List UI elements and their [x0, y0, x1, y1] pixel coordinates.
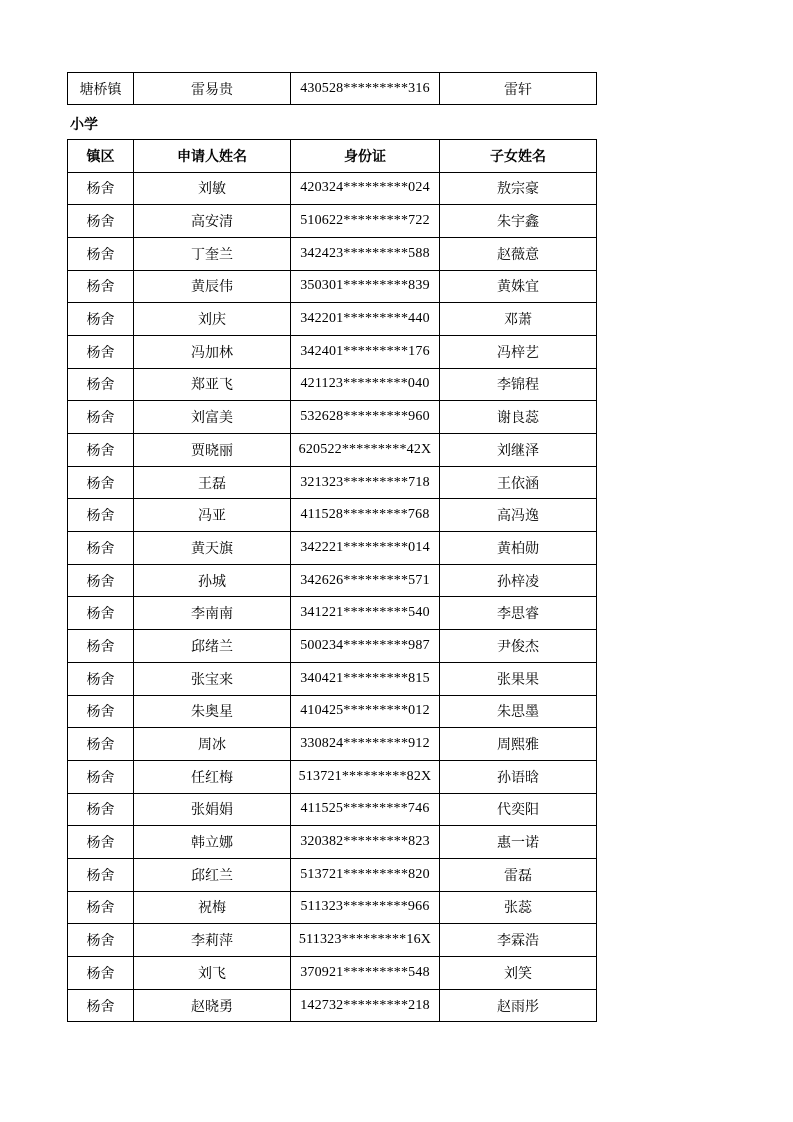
- town-cell: 杨舍: [68, 172, 134, 205]
- applicant-cell: 贾晓丽: [134, 434, 291, 467]
- table-row: [68, 499, 597, 532]
- id-cell: 410425*********012: [291, 695, 440, 728]
- town-cell: 杨舍: [68, 891, 134, 924]
- child-cell: 敖宗豪: [440, 172, 597, 205]
- town-cell: 杨舍: [68, 434, 134, 467]
- applicant-cell: 朱奥星: [134, 695, 291, 728]
- header-id: 身份证: [291, 140, 440, 173]
- id-cell: 321323*********718: [291, 466, 440, 499]
- child-cell: 黄姝宜: [440, 270, 597, 303]
- applicant-cell: 邱绪兰: [134, 630, 291, 663]
- applicant-cell: 李莉萍: [134, 924, 291, 957]
- child-cell: 刘继泽: [440, 434, 597, 467]
- applicant-cell: 刘敏: [134, 172, 291, 205]
- applicant-cell: 张宝来: [134, 662, 291, 695]
- applicant-cell: 黄辰伟: [134, 270, 291, 303]
- section-title: 小学: [70, 117, 98, 133]
- table-row: [68, 564, 597, 597]
- child-cell: 谢良蕊: [440, 401, 597, 434]
- applicant-cell: 黄天旗: [134, 532, 291, 565]
- id-cell: 420324*********024: [291, 172, 440, 205]
- header-applicant: 申请人姓名: [134, 140, 291, 173]
- primary-school-table: [67, 139, 597, 1022]
- table-row: [68, 466, 597, 499]
- table-row: [68, 630, 597, 663]
- town-cell: 杨舍: [68, 466, 134, 499]
- table-body: [68, 172, 597, 1022]
- town-cell: 杨舍: [68, 793, 134, 826]
- child-cell: 邓萧: [440, 303, 597, 336]
- id-cell: 620522*********42X: [291, 434, 440, 467]
- table-row: [68, 760, 597, 793]
- town-cell: 杨舍: [68, 924, 134, 957]
- child-cell: 朱思墨: [440, 695, 597, 728]
- child-cell: 惠一诺: [440, 826, 597, 859]
- child-cell: 孙梓凌: [440, 564, 597, 597]
- child-cell: 王依涵: [440, 466, 597, 499]
- town-cell: 杨舍: [68, 760, 134, 793]
- applicant-cell: 张娟娟: [134, 793, 291, 826]
- applicant-cell: 孙城: [134, 564, 291, 597]
- applicant-cell: 刘庆: [134, 303, 291, 336]
- id-cell: 370921*********548: [291, 957, 440, 990]
- table-row: [68, 303, 597, 336]
- child-cell: 李霖浩: [440, 924, 597, 957]
- table-row: [68, 401, 597, 434]
- child-cell: 张果果: [440, 662, 597, 695]
- town-cell: 杨舍: [68, 695, 134, 728]
- table-row: [68, 793, 597, 826]
- applicant-cell: 祝梅: [134, 891, 291, 924]
- child-cell: 李思睿: [440, 597, 597, 630]
- town-cell: 杨舍: [68, 368, 134, 401]
- applicant-cell: 刘富美: [134, 401, 291, 434]
- child-cell: 雷磊: [440, 858, 597, 891]
- header-town: 镇区: [68, 140, 134, 173]
- town-cell: 塘桥镇: [68, 73, 134, 105]
- id-cell: 510622*********722: [291, 205, 440, 238]
- child-cell: 刘笑: [440, 957, 597, 990]
- id-cell: 511323*********966: [291, 891, 440, 924]
- applicant-cell: 高安清: [134, 205, 291, 238]
- applicant-cell: 王磊: [134, 466, 291, 499]
- town-cell: 杨舍: [68, 989, 134, 1022]
- applicant-cell: 李南南: [134, 597, 291, 630]
- town-cell: 杨舍: [68, 662, 134, 695]
- id-cell: 342423*********588: [291, 237, 440, 270]
- town-cell: 杨舍: [68, 401, 134, 434]
- child-cell: 张蕊: [440, 891, 597, 924]
- applicant-cell: 冯亚: [134, 499, 291, 532]
- child-cell: 孙语晗: [440, 760, 597, 793]
- child-cell: 冯梓艺: [440, 335, 597, 368]
- table-row: [68, 662, 597, 695]
- id-cell: 511323*********16X: [291, 924, 440, 957]
- id-cell: 342626*********571: [291, 564, 440, 597]
- table-row: [68, 172, 597, 205]
- applicant-cell: 韩立娜: [134, 826, 291, 859]
- table-row: [68, 924, 597, 957]
- child-cell: 周熙雅: [440, 728, 597, 761]
- table-row: [68, 695, 597, 728]
- child-cell: 黄柏勋: [440, 532, 597, 565]
- table-row: [68, 891, 597, 924]
- applicant-cell: 周冰: [134, 728, 291, 761]
- child-cell: 尹俊杰: [440, 630, 597, 663]
- top-table: [67, 72, 597, 105]
- table-row: [68, 270, 597, 303]
- id-cell: 142732*********218: [291, 989, 440, 1022]
- id-cell: 532628*********960: [291, 401, 440, 434]
- town-cell: 杨舍: [68, 564, 134, 597]
- child-cell: 代奕阳: [440, 793, 597, 826]
- applicant-cell: 雷易贵: [134, 73, 291, 105]
- id-cell: 341221*********540: [291, 597, 440, 630]
- id-cell: 411528*********768: [291, 499, 440, 532]
- child-cell: 李锦程: [440, 368, 597, 401]
- child-cell: 赵薇意: [440, 237, 597, 270]
- id-cell: 320382*********823: [291, 826, 440, 859]
- table-row: [68, 335, 597, 368]
- id-cell: 500234*********987: [291, 630, 440, 663]
- town-cell: 杨舍: [68, 597, 134, 630]
- table-row: [68, 434, 597, 467]
- town-cell: 杨舍: [68, 858, 134, 891]
- table-row: [68, 728, 597, 761]
- table-row: [68, 826, 597, 859]
- table-row: [68, 989, 597, 1022]
- applicant-cell: 郑亚飞: [134, 368, 291, 401]
- applicant-cell: 任红梅: [134, 760, 291, 793]
- table-row: [68, 368, 597, 401]
- id-cell: 342401*********176: [291, 335, 440, 368]
- id-cell: 513721*********82X: [291, 760, 440, 793]
- id-cell: 350301*********839: [291, 270, 440, 303]
- table-row: [68, 957, 597, 990]
- table-row: [68, 237, 597, 270]
- town-cell: 杨舍: [68, 499, 134, 532]
- header-child: 子女姓名: [440, 140, 597, 173]
- id-cell: 342221*********014: [291, 532, 440, 565]
- applicant-cell: 丁奎兰: [134, 237, 291, 270]
- child-cell: 赵雨彤: [440, 989, 597, 1022]
- applicant-cell: 邱红兰: [134, 858, 291, 891]
- town-cell: 杨舍: [68, 957, 134, 990]
- town-cell: 杨舍: [68, 728, 134, 761]
- table-row: [68, 597, 597, 630]
- table-row: [68, 858, 597, 891]
- id-cell: 342201*********440: [291, 303, 440, 336]
- table-row: [68, 205, 597, 238]
- id-cell: 330824*********912: [291, 728, 440, 761]
- table-row: [68, 532, 597, 565]
- town-cell: 杨舍: [68, 205, 134, 238]
- town-cell: 杨舍: [68, 826, 134, 859]
- id-cell: 340421*********815: [291, 662, 440, 695]
- child-cell: 高冯逸: [440, 499, 597, 532]
- id-cell: 421123*********040: [291, 368, 440, 401]
- town-cell: 杨舍: [68, 335, 134, 368]
- id-cell: 411525*********746: [291, 793, 440, 826]
- town-cell: 杨舍: [68, 270, 134, 303]
- header-row: [68, 140, 597, 173]
- child-cell: 朱宇鑫: [440, 205, 597, 238]
- table-row: [68, 73, 597, 105]
- applicant-cell: 赵晓勇: [134, 989, 291, 1022]
- applicant-cell: 冯加林: [134, 335, 291, 368]
- applicant-cell: 刘飞: [134, 957, 291, 990]
- town-cell: 杨舍: [68, 532, 134, 565]
- child-cell: 雷轩: [440, 73, 597, 105]
- id-cell: 513721*********820: [291, 858, 440, 891]
- town-cell: 杨舍: [68, 630, 134, 663]
- id-cell: 430528*********316: [291, 73, 440, 105]
- town-cell: 杨舍: [68, 237, 134, 270]
- town-cell: 杨舍: [68, 303, 134, 336]
